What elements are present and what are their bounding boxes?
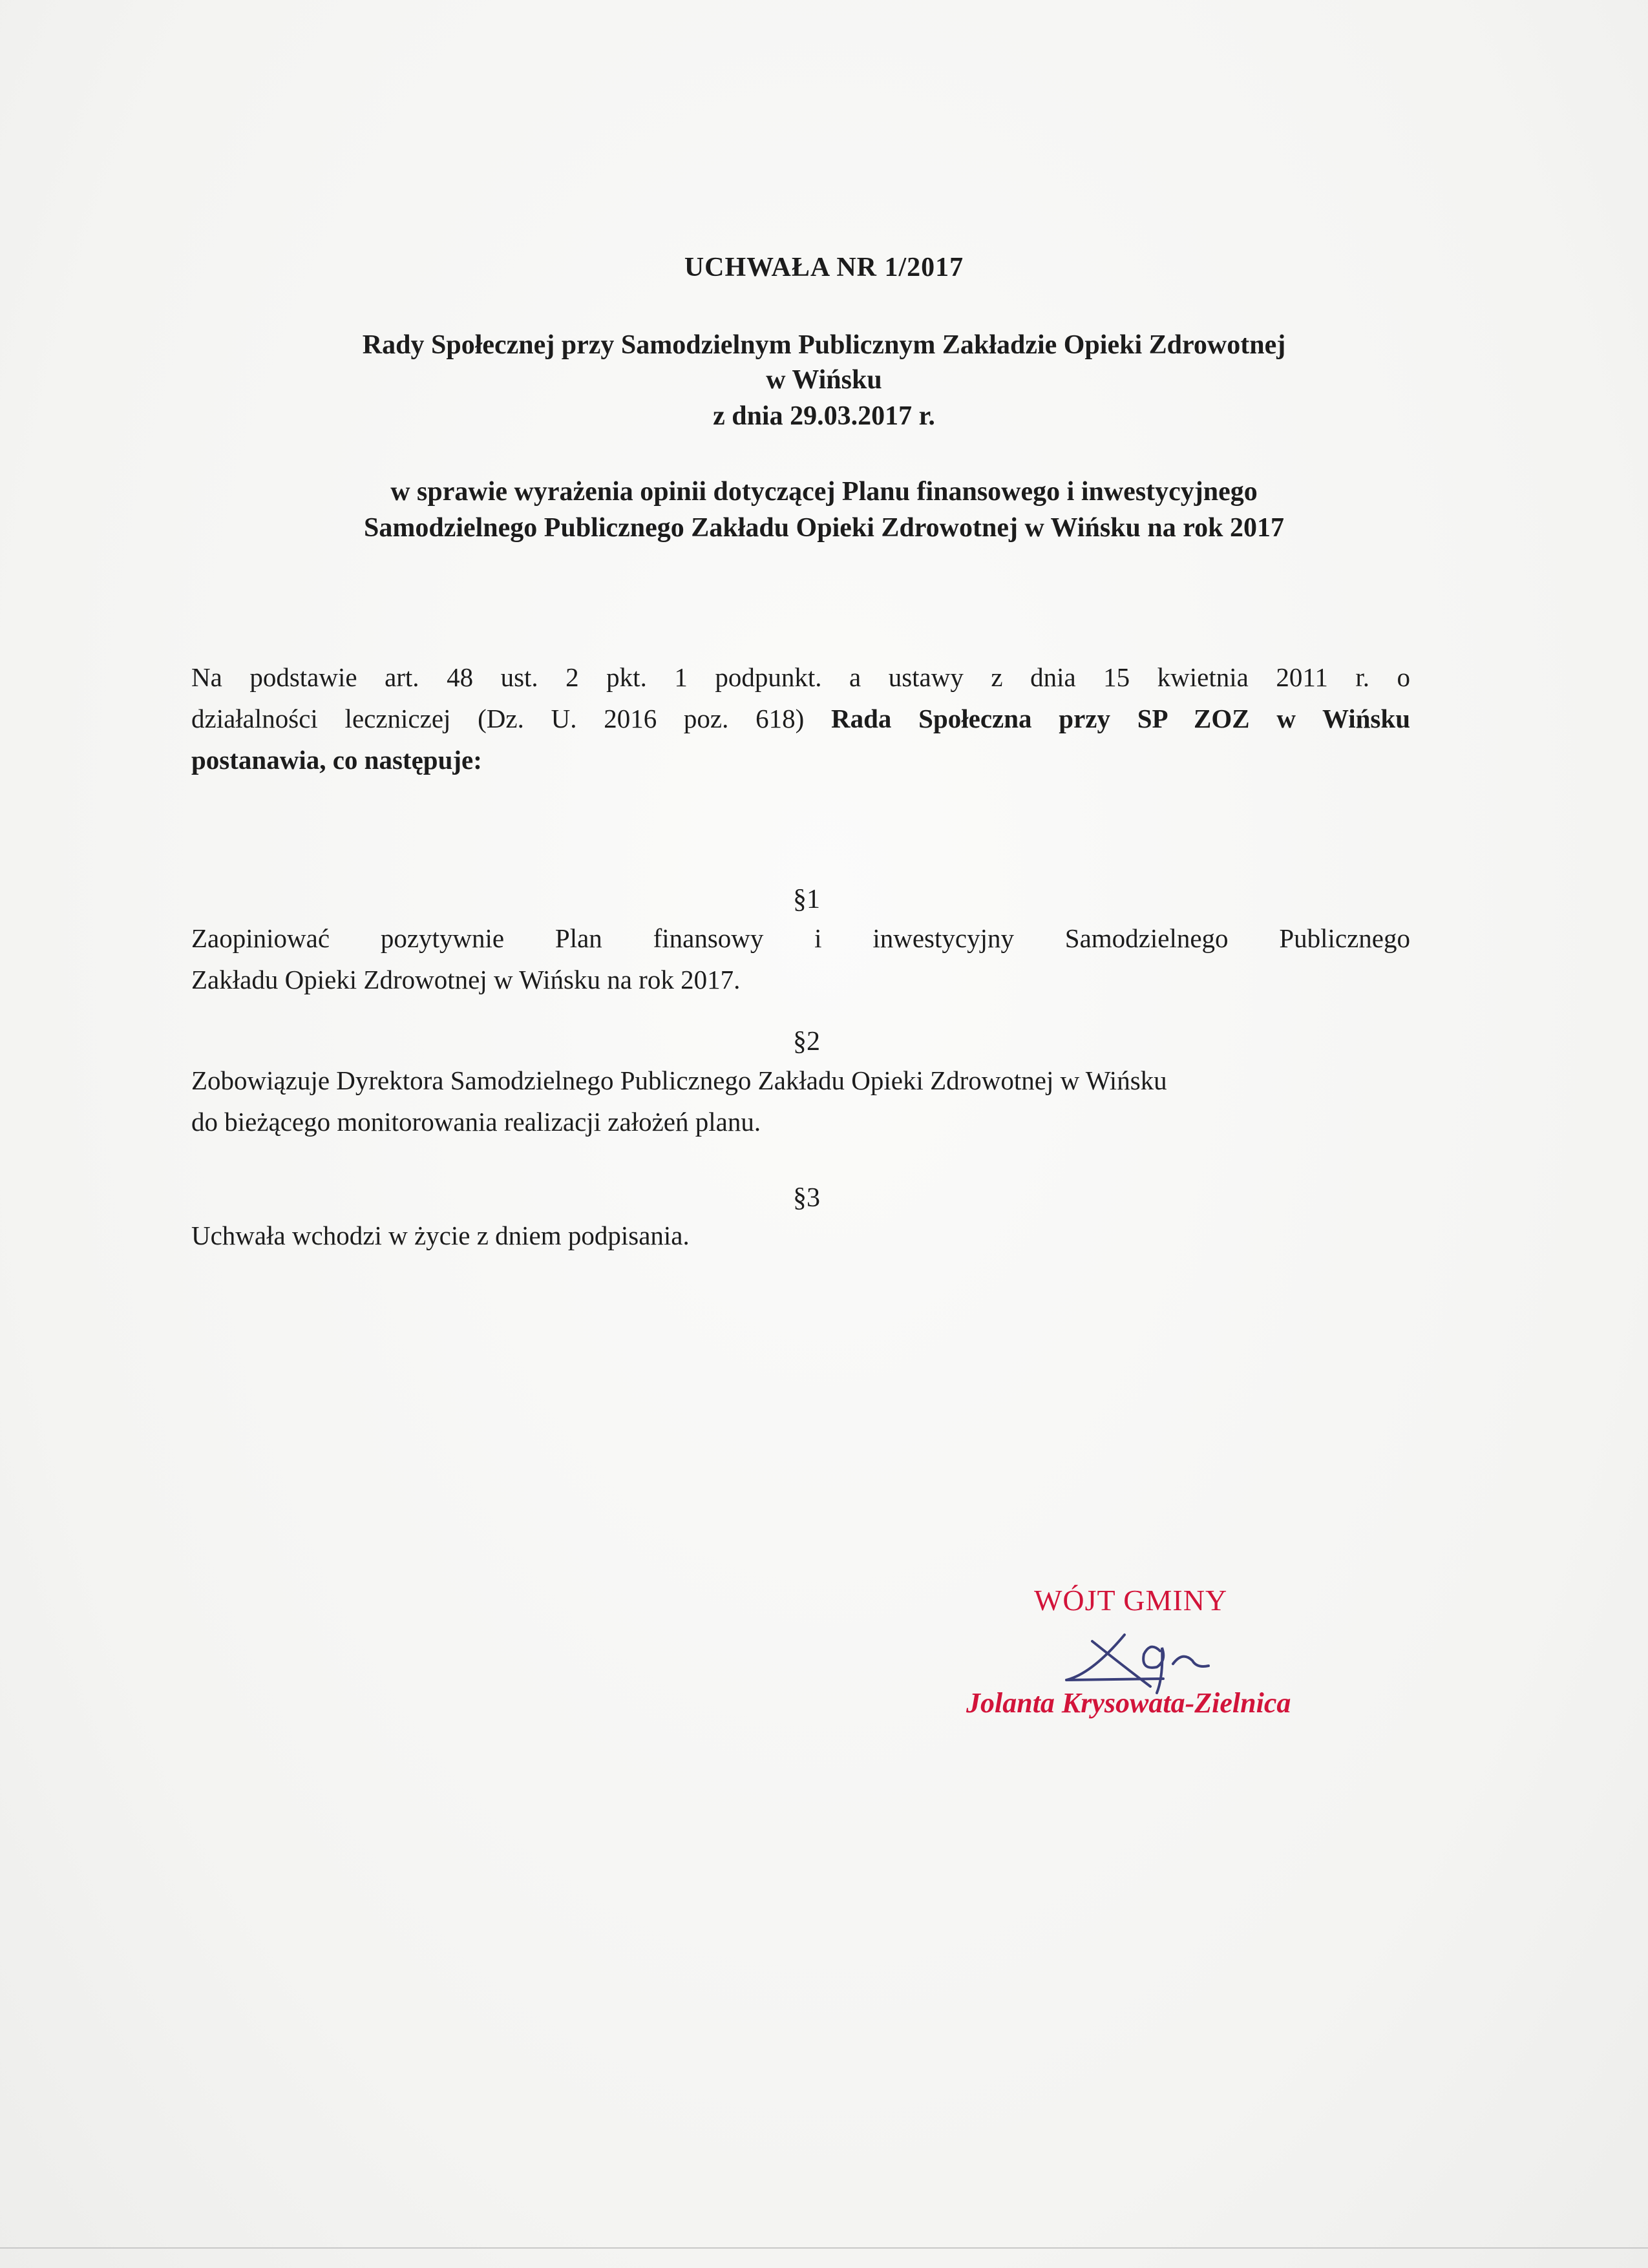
resolution-title: UCHWAŁA NR 1/2017: [684, 253, 964, 282]
stamp-name: Jolanta Krysowata-Zielnica: [966, 1687, 1291, 1719]
council-line: Rady Społecznej przy Samodzielnym Publicznym Zakładzie Opieki Zdrowotnej: [362, 330, 1286, 360]
preamble-line-1: Na podstawie art. 48 ust. 2 pkt. 1 podpunkt. a ustawy z dnia 15 kwietnia 2011 r. o: [191, 662, 1410, 692]
subject-line-1: w sprawie wyrażenia opinii dotyczącej Planu finansowego i inwestycyjnego: [390, 477, 1258, 507]
location-line: w Wińsku: [766, 365, 882, 395]
subject-line-2: Samodzielnego Publicznego Zakładu Opieki Zdrowotnej w Wińsku na rok 2017: [363, 513, 1284, 543]
section-2-line-1: Zobowiązuje Dyrektora Samodzielnego Publicznego Zakładu Opieki Zdrowotnej w Wińsku: [191, 1066, 1167, 1095]
section-2-body: [191, 1060, 1410, 1142]
preamble-line-2: [191, 698, 1410, 739]
section-2-heading: §2: [793, 1027, 820, 1056]
section-2-line-2: do bieżącego monitorowania realizacji założeń planu.: [191, 1107, 761, 1137]
preamble-line-3: postanawia, co następuje:: [191, 745, 482, 775]
section-3-heading: §3: [793, 1183, 820, 1213]
preamble-line-2-bold: Rada Społeczna przy SP ZOZ w Wińsku: [831, 704, 1410, 733]
preamble: [191, 656, 1410, 781]
section-3-line-1: Uchwała wchodzi w życie z dniem podpisania.: [191, 1221, 690, 1250]
date-line: z dnia 29.03.2017 r.: [713, 401, 935, 431]
section-1-heading: §1: [793, 885, 820, 914]
section-1-body: [191, 918, 1410, 1000]
section-1-line-1: Zaopiniować pozytywnie Plan finansowy i inwestycyjny Samodzielnego Publicznego: [191, 923, 1410, 953]
section-1-line-2: Zakładu Opieki Zdrowotnej w Wińsku na rok 2017.: [191, 965, 741, 994]
preamble-line-2-plain: działalności leczniczej (Dz. U. 2016 poz. 618): [191, 704, 832, 733]
stamp-title: WÓJT GMINY: [1034, 1584, 1228, 1617]
official-stamp: [956, 1570, 1396, 1738]
section-3-body: [191, 1215, 1410, 1256]
scan-edge-line: [0, 2247, 1648, 2249]
